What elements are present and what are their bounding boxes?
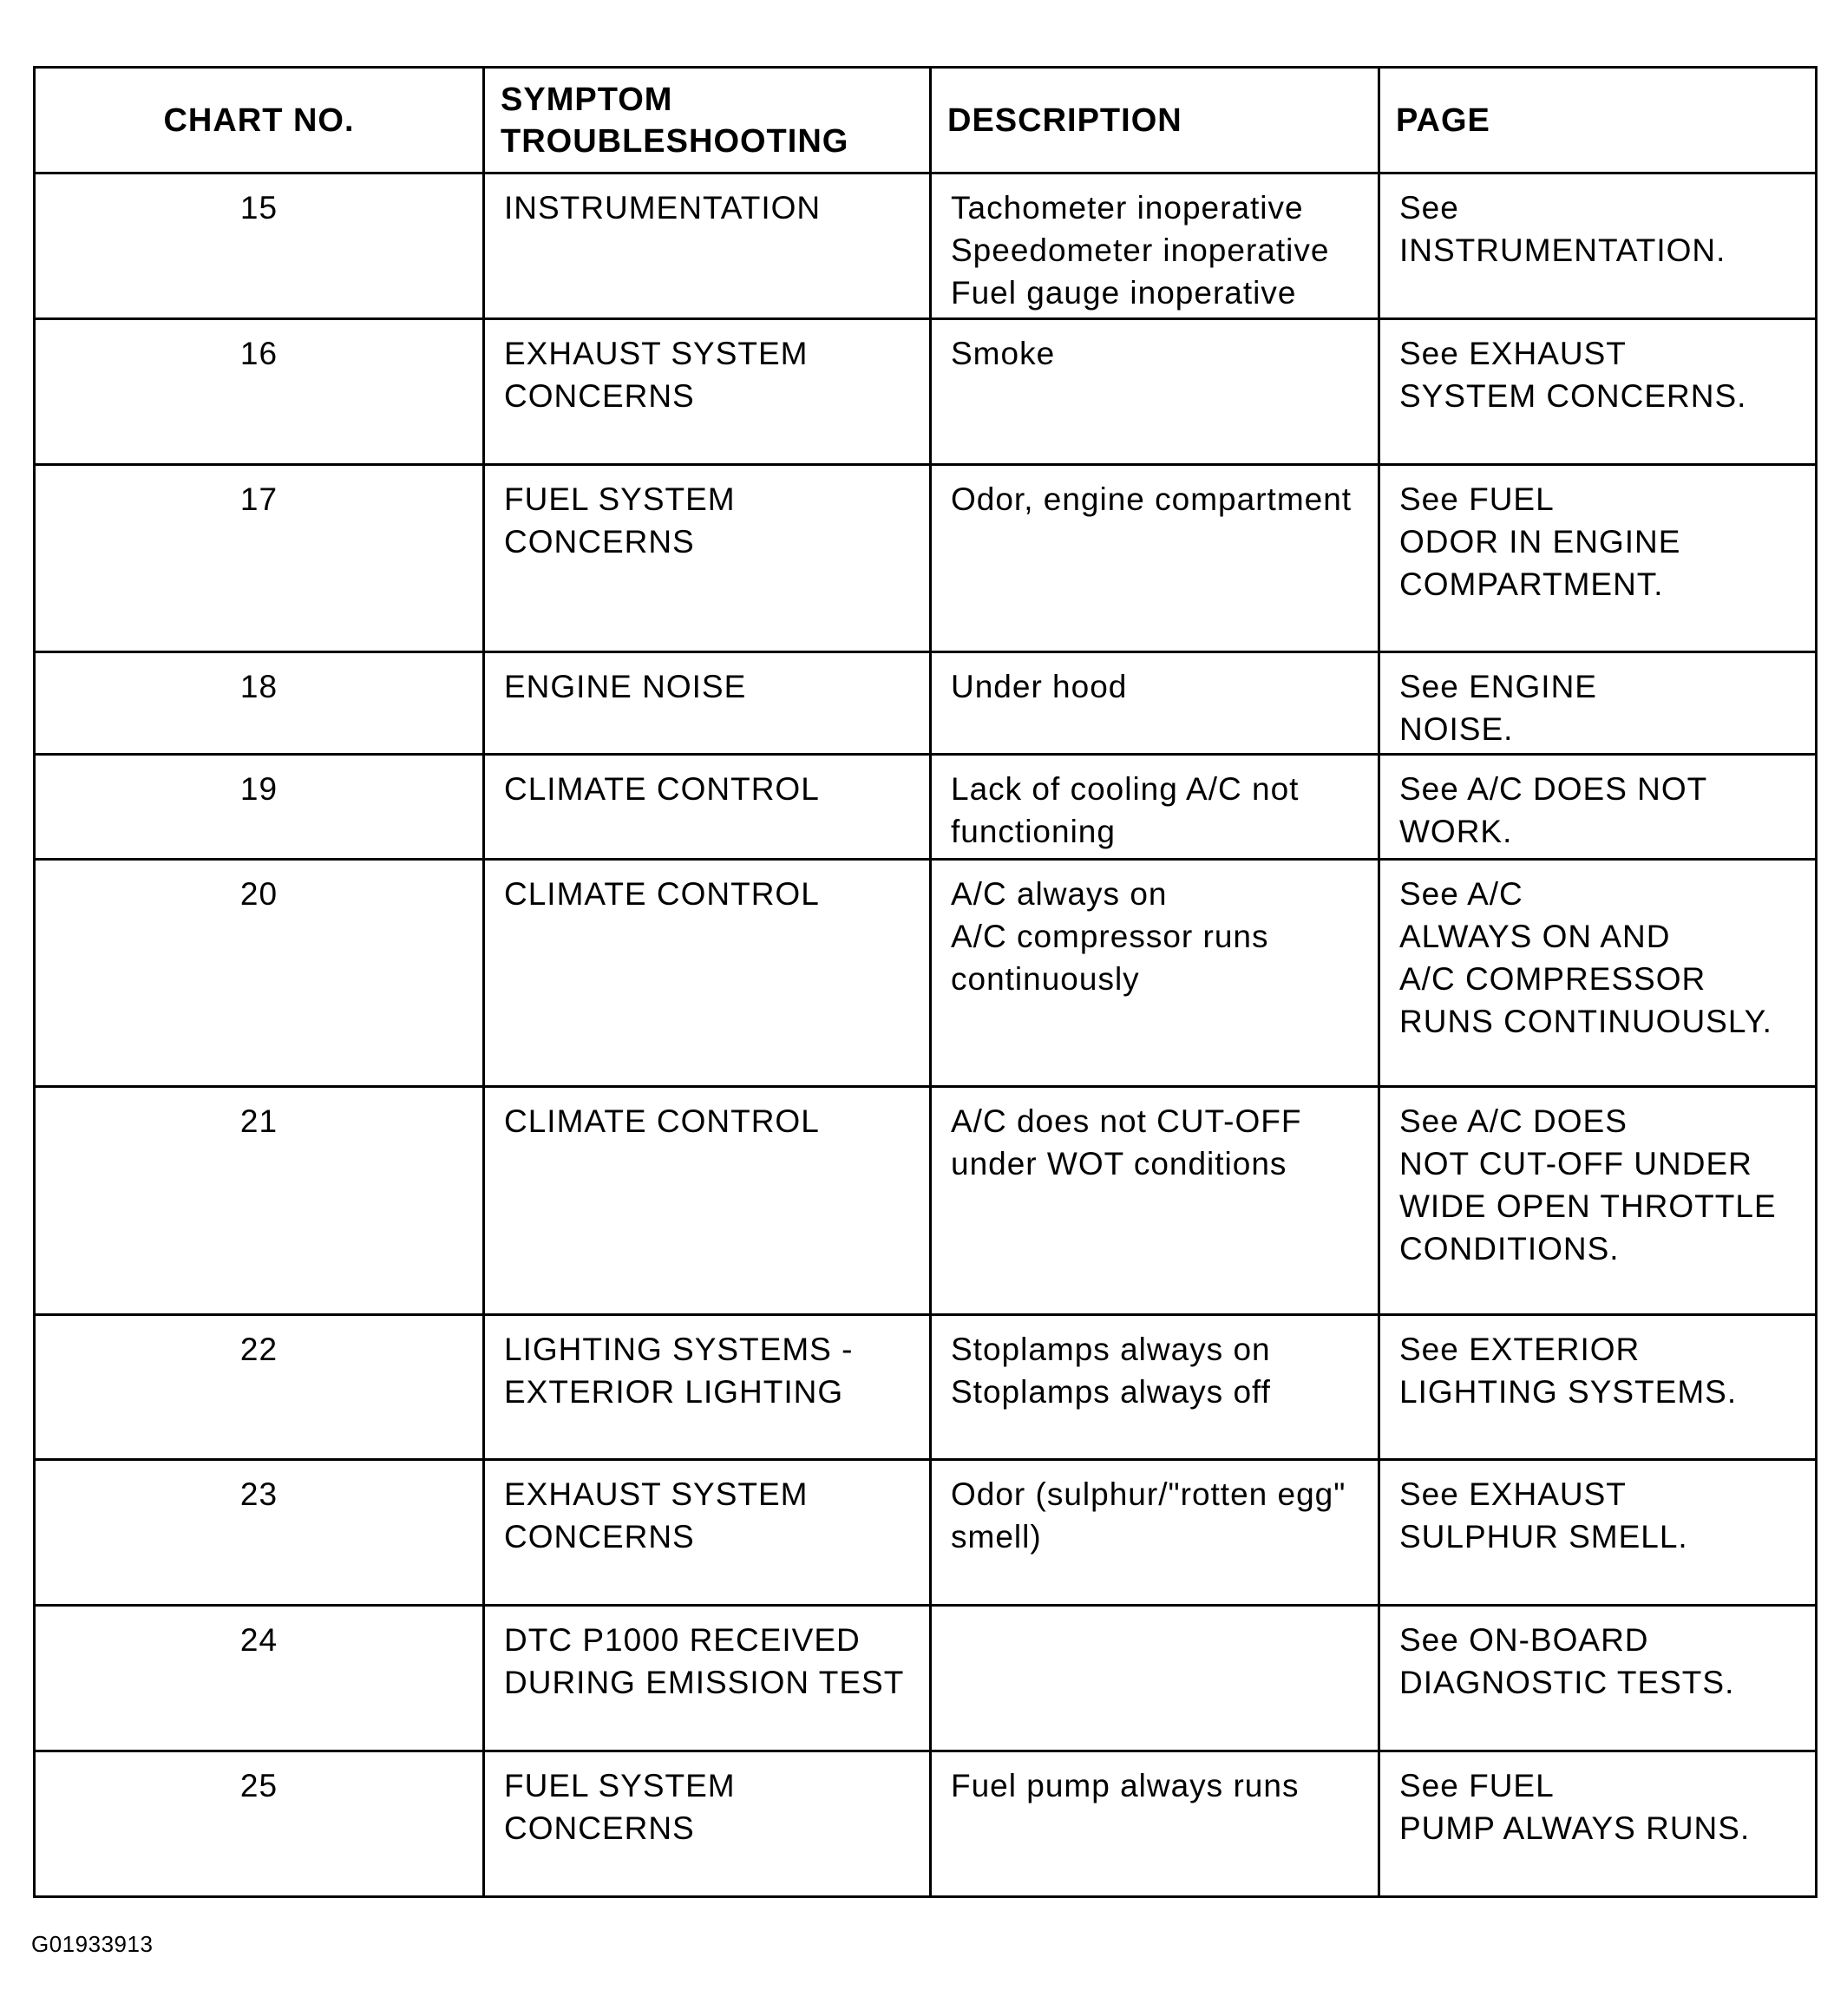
chart-no-value: 20 — [239, 876, 278, 912]
symptom-cell — [484, 755, 931, 860]
description-cell — [931, 1460, 1379, 1606]
symptom-cell — [484, 1606, 931, 1751]
table-row — [35, 465, 1817, 652]
symptom-cell — [484, 860, 931, 1087]
page-cell — [1379, 1606, 1817, 1751]
page-reference: See EXHAUST SYSTEM CONCERNS. — [1399, 336, 1747, 414]
chart-no-value: 21 — [239, 1103, 278, 1139]
page-reference: See A/C DOES NOT WORK. — [1399, 771, 1708, 849]
symptom-cell — [484, 1751, 931, 1897]
symptom-value: CLIMATE CONTROL — [504, 876, 820, 912]
symptom-cell — [484, 1315, 931, 1460]
header-page-label: PAGE — [1396, 101, 1490, 139]
header-symptom-label: SYMPTOM TROUBLESHOOTING — [501, 81, 849, 160]
symptom-value: DTC P1000 RECEIVED DURING EMISSION TEST — [504, 1622, 905, 1700]
symptom-value: CLIMATE CONTROL — [504, 771, 820, 807]
description-cell — [931, 1751, 1379, 1897]
description-value: Under hood — [951, 669, 1128, 704]
table-header-row — [35, 68, 1817, 173]
symptom-cell — [484, 319, 931, 465]
symptom-value: EXHAUST SYSTEM CONCERNS — [504, 1476, 809, 1555]
page-cell — [1379, 1460, 1817, 1606]
symptom-value: EXHAUST SYSTEM CONCERNS — [504, 336, 809, 414]
symptom-cell — [484, 465, 931, 652]
table-row — [35, 1315, 1817, 1460]
description-cell — [931, 465, 1379, 652]
chart-no-value: 19 — [239, 771, 278, 807]
description-cell — [931, 319, 1379, 465]
description-cell — [931, 1315, 1379, 1460]
description-value: A/C does not CUT-OFF under WOT conditions — [951, 1103, 1302, 1181]
chart-no-value: 24 — [239, 1622, 278, 1658]
description-cell — [931, 755, 1379, 860]
description-value: Odor, engine compartment — [951, 481, 1353, 517]
chart-no-value: 23 — [239, 1476, 278, 1512]
description-value: Lack of cooling A/C not functioning — [951, 771, 1300, 849]
header-chart-no — [35, 68, 484, 173]
header-symptom — [484, 68, 931, 173]
table-row — [35, 1751, 1817, 1897]
chart-no-value: 17 — [239, 481, 278, 517]
symptom-value: FUEL SYSTEM CONCERNS — [504, 481, 736, 560]
table-row — [35, 755, 1817, 860]
figure-id-label: G01933913 — [31, 1931, 154, 1957]
symptom-cell — [484, 652, 931, 755]
table-row — [35, 860, 1817, 1087]
chart-no-cell — [35, 173, 484, 319]
page-reference: See ON-BOARD DIAGNOSTIC TESTS. — [1399, 1622, 1735, 1700]
description-value: Fuel pump always runs — [951, 1768, 1300, 1803]
header-description-label: DESCRIPTION — [947, 101, 1182, 139]
chart-no-cell — [35, 1751, 484, 1897]
description-value: Tachometer inoperative Speedometer inoperative Fuel gauge inoperative — [951, 190, 1330, 311]
page-reference: See A/C ALWAYS ON AND A/C COMPRESSOR RUNS CONTINUOUSLY. — [1399, 876, 1772, 1039]
symptom-cell — [484, 1460, 931, 1606]
page-cell — [1379, 860, 1817, 1087]
chart-no-value: 16 — [239, 336, 278, 371]
chart-no-cell — [35, 1087, 484, 1315]
symptom-cell — [484, 1087, 931, 1315]
header-page — [1379, 68, 1817, 173]
page-reference: See A/C DOES NOT CUT-OFF UNDER WIDE OPEN THROTTLE CONDITIONS. — [1399, 1103, 1777, 1267]
header-chart-no-label: CHART NO. — [163, 101, 355, 139]
table-row — [35, 652, 1817, 755]
page-cell — [1379, 1315, 1817, 1460]
page-cell — [1379, 1087, 1817, 1315]
table-row — [35, 1606, 1817, 1751]
description-value: Smoke — [951, 336, 1056, 371]
description-cell — [931, 860, 1379, 1087]
chart-no-cell — [35, 755, 484, 860]
chart-no-value: 25 — [239, 1768, 278, 1803]
symptom-value: CLIMATE CONTROL — [504, 1103, 820, 1139]
page-cell — [1379, 465, 1817, 652]
page-cell — [1379, 319, 1817, 465]
page-cell — [1379, 173, 1817, 319]
header-description — [931, 68, 1379, 173]
chart-no-cell — [35, 1315, 484, 1460]
symptom-value: FUEL SYSTEM CONCERNS — [504, 1768, 736, 1846]
symptom-value: LIGHTING SYSTEMS - EXTERIOR LIGHTING — [504, 1332, 854, 1410]
description-cell — [931, 652, 1379, 755]
description-value: Stoplamps always on Stoplamps always off — [951, 1332, 1271, 1410]
description-cell — [931, 1087, 1379, 1315]
description-cell — [931, 1606, 1379, 1751]
chart-no-value: 15 — [239, 190, 278, 226]
chart-no-cell — [35, 1460, 484, 1606]
page-cell — [1379, 1751, 1817, 1897]
chart-no-cell — [35, 860, 484, 1087]
table-row — [35, 1460, 1817, 1606]
chart-no-value: 18 — [239, 669, 278, 704]
chart-no-cell — [35, 319, 484, 465]
table-row — [35, 319, 1817, 465]
description-value: Odor (sulphur/"rotten egg" smell) — [951, 1476, 1346, 1555]
symptom-value: ENGINE NOISE — [504, 669, 747, 704]
description-cell — [931, 173, 1379, 319]
page-reference: See FUEL PUMP ALWAYS RUNS. — [1399, 1768, 1751, 1846]
page-reference: See EXTERIOR LIGHTING SYSTEMS. — [1399, 1332, 1738, 1410]
page-cell — [1379, 755, 1817, 860]
symptom-value: INSTRUMENTATION — [504, 190, 822, 226]
table-row — [35, 1087, 1817, 1315]
description-value: A/C always on A/C compressor runs continuously — [951, 876, 1269, 997]
table-row — [35, 173, 1817, 319]
symptom-cell — [484, 173, 931, 319]
chart-no-cell — [35, 652, 484, 755]
page-reference: See EXHAUST SULPHUR SMELL. — [1399, 1476, 1688, 1555]
chart-no-cell — [35, 465, 484, 652]
page-cell — [1379, 652, 1817, 755]
symptom-chart-table — [33, 66, 1818, 1898]
chart-no-value: 22 — [239, 1332, 278, 1367]
page-reference: See FUEL ODOR IN ENGINE COMPARTMENT. — [1399, 481, 1681, 602]
page-reference: See ENGINE NOISE. — [1399, 669, 1597, 747]
chart-no-cell — [35, 1606, 484, 1751]
page-reference: See INSTRUMENTATION. — [1399, 190, 1726, 268]
